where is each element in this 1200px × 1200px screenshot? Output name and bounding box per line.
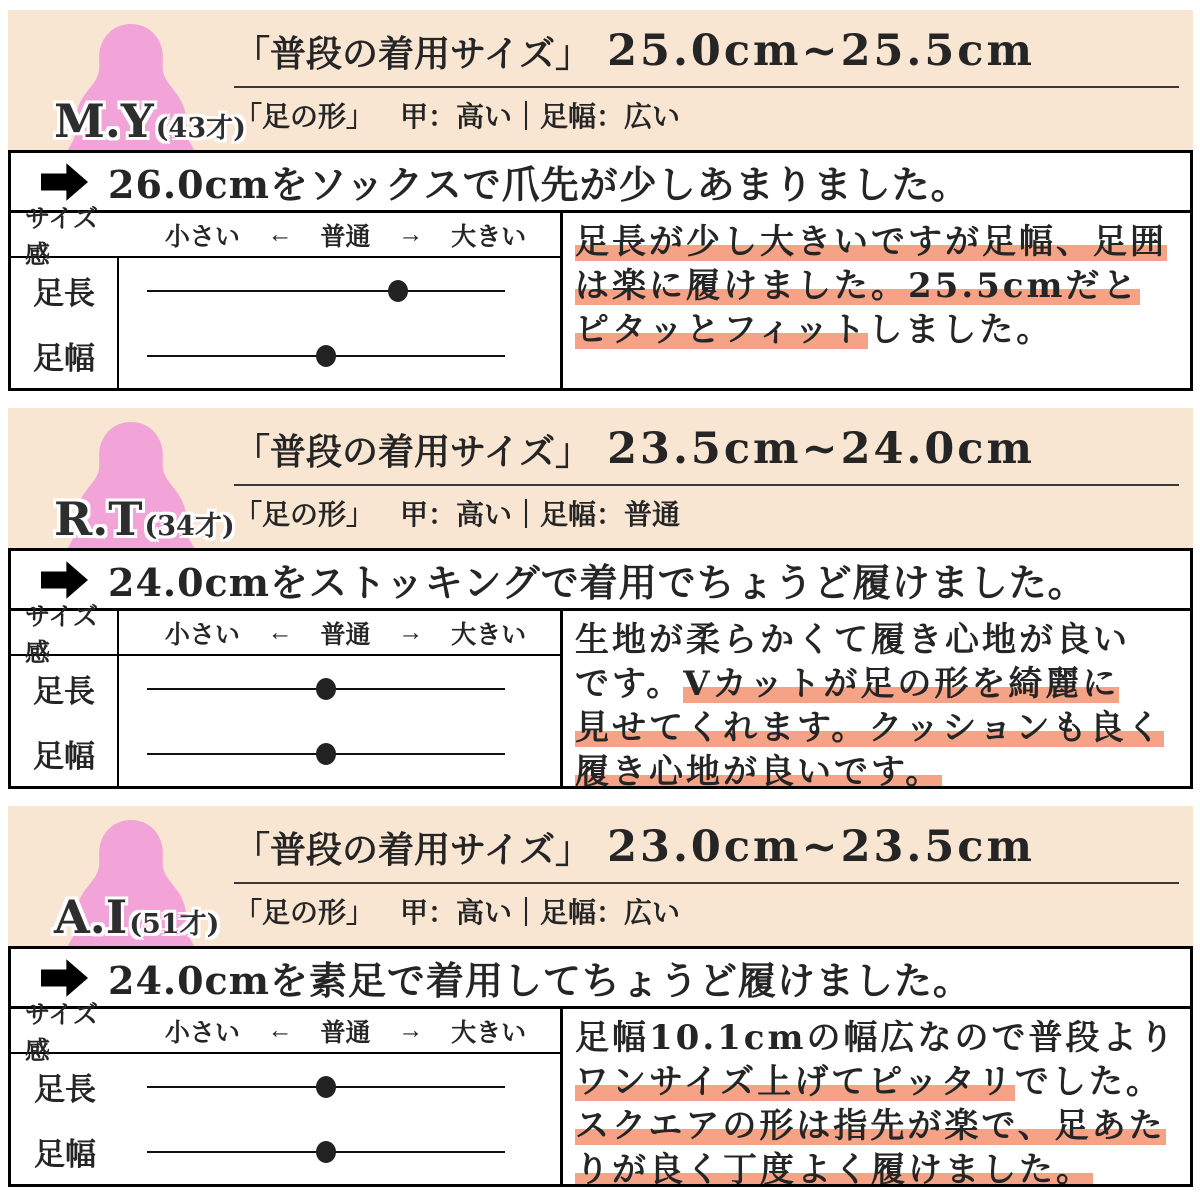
reviewer-section-1 [8, 10, 1193, 391]
review-text [575, 1016, 1184, 1184]
foot-shape-value: 甲：高い｜足幅：広い [400, 897, 681, 928]
chart-scale-area [11, 602, 560, 786]
foot-shape-label: 「足の形」 [234, 101, 375, 132]
review-text [575, 618, 1184, 786]
avatar [8, 408, 235, 548]
foot-width-track [147, 323, 505, 388]
usual-size-label: 「普段の着用サイズ」 [234, 828, 592, 870]
chart-body [11, 258, 560, 388]
chart-header-row [11, 1000, 560, 1065]
foot-length-row [11, 1054, 560, 1119]
fit-comment: 24.0cmを素足で着用してちょうど履けました。 [108, 958, 972, 1003]
right-arrow-icon [41, 959, 88, 997]
size-feel-chart [11, 602, 1190, 786]
usual-size-label: 「普段の着用サイズ」 [234, 32, 592, 74]
track-line [147, 290, 505, 292]
review-text-segment: です。 [575, 664, 684, 704]
review-highlighted-segment: りが良く丁度よく履けました。 [575, 1150, 1093, 1184]
foot-length-label: 足長 [11, 656, 119, 721]
foot-width-row [11, 721, 560, 786]
review-text-segment: 足幅10.1cmの幅広なので普段より [575, 1018, 1177, 1058]
foot-width-dot [316, 345, 336, 367]
foot-shape-label: 「足の形」 [234, 897, 375, 928]
scale-title: サイズ感 [11, 611, 119, 654]
foot-length-row [11, 656, 560, 721]
foot-width-dot [316, 743, 336, 765]
foot-width-track [147, 721, 505, 786]
header-text [230, 806, 1193, 946]
reviewer-initials: A.I [54, 890, 128, 944]
review-text-cell [560, 213, 1190, 388]
review-text-cell [560, 1009, 1190, 1184]
scale-min-label: 小さい [164, 620, 240, 649]
foot-width-label: 足幅 [11, 721, 119, 786]
foot-shape-value: 甲：高い｜足幅：広い [400, 101, 681, 132]
scale-max-label: 大きい [451, 1018, 527, 1047]
reviewer-name [54, 94, 246, 148]
foot-length-dot [316, 678, 336, 700]
chart-body [11, 656, 560, 786]
foot-length-track [147, 1054, 505, 1119]
review-box [8, 150, 1193, 391]
foot-shape-label: 「足の形」 [234, 499, 375, 530]
review-highlighted-segment: は楽に履けました。25.5cmだと [575, 266, 1140, 306]
chart-header-row [11, 204, 560, 269]
usual-size-row [234, 812, 1179, 882]
scale-mid-label: 普通 [320, 222, 371, 251]
usual-size-label: 「普段の着用サイズ」 [234, 430, 592, 472]
scale-mid-label: 普通 [320, 620, 371, 649]
right-arrow-icon [41, 163, 88, 201]
review-text [575, 220, 1184, 352]
header-text [230, 408, 1193, 548]
fit-comment-row [11, 153, 1190, 213]
foot-length-track [147, 656, 505, 721]
foot-length-row [11, 258, 560, 323]
left-arrow-glyph: ← [267, 1016, 293, 1044]
foot-length-dot [316, 1076, 336, 1098]
review-box [8, 548, 1193, 789]
right-arrow-icon [41, 561, 88, 599]
review-highlighted-segment: ワンサイズ上げてピッタリ [575, 1062, 1015, 1102]
reviewer-header [8, 10, 1193, 150]
scale-min-label: 小さい [164, 1018, 240, 1047]
foot-shape-value: 甲：高い｜足幅：普通 [400, 499, 681, 530]
review-highlighted-segment: 履き心地が良いです。 [575, 752, 942, 786]
foot-length-track [147, 258, 505, 323]
usual-size-value: 23.5cm~24.0cm [607, 424, 1035, 474]
review-box [8, 946, 1193, 1187]
scale-max-label: 大きい [451, 222, 527, 251]
scale-labels [119, 611, 560, 654]
foot-shape-row [234, 486, 1179, 540]
fit-comment-row [11, 551, 1190, 611]
chart-scale-area [11, 1000, 560, 1184]
chart-body [11, 1054, 560, 1184]
size-feel-chart [11, 204, 1190, 388]
reviewer-name [54, 492, 235, 546]
reviewer-age: (51才) [129, 909, 220, 940]
usual-size-row [234, 16, 1179, 86]
fit-comment: 26.0cmをソックスで爪先が少しあまりました。 [108, 162, 970, 207]
review-highlighted-segment: Vカットが足の形を綺麗に [683, 664, 1120, 704]
review-highlighted-segment: ピタッとフィット [575, 310, 869, 350]
left-arrow-glyph: ← [267, 618, 293, 646]
right-arrow-glyph: → [398, 1016, 424, 1044]
usual-size-value: 25.0cm~25.5cm [607, 26, 1035, 76]
review-text-segment: でした。 [1014, 1062, 1163, 1102]
chart-scale-area [11, 204, 560, 388]
header-text [230, 10, 1193, 150]
chart-header-row [11, 602, 560, 667]
reviewer-section-2 [8, 408, 1193, 789]
reviewer-name [54, 890, 219, 944]
foot-width-row [11, 1119, 560, 1184]
usual-size-row [234, 414, 1179, 484]
review-highlighted-segment: スクエアの形は指先が楽で、足あた [575, 1106, 1166, 1146]
usual-size-value: 23.0cm~23.5cm [607, 822, 1035, 872]
scale-min-label: 小さい [164, 222, 240, 251]
reviewer-header [8, 806, 1193, 946]
scale-max-label: 大きい [451, 620, 527, 649]
foot-width-dot [316, 1141, 336, 1163]
avatar [8, 806, 230, 946]
foot-length-dot [388, 280, 408, 302]
review-highlighted-segment: 足長が少し大きいですが足幅、足囲 [575, 222, 1167, 262]
foot-shape-row [234, 88, 1179, 142]
review-text-segment: 生地が柔らかくて履き心地が良い [575, 620, 1130, 660]
fit-comment: 24.0cmをストッキングで着用でちょうど履けました。 [108, 560, 1087, 605]
fit-comment-row [11, 949, 1190, 1009]
reviewer-age: (43才) [155, 113, 246, 144]
reviewer-initials: M.Y [54, 94, 154, 148]
right-arrow-glyph: → [398, 220, 424, 248]
foot-length-label: 足長 [34, 1072, 96, 1107]
scale-title: サイズ感 [25, 204, 99, 269]
foot-width-label: 足幅 [34, 1137, 96, 1172]
review-text-cell [560, 611, 1190, 786]
size-feel-chart [11, 1000, 1190, 1184]
scale-labels [119, 213, 560, 256]
foot-length-label: 足長 [11, 258, 119, 323]
review-highlighted-segment: 見せてくれます。クッションも良く [575, 708, 1164, 748]
right-arrow-glyph: → [398, 618, 424, 646]
foot-width-track [147, 1119, 505, 1184]
reviewer-section-3 [8, 806, 1193, 1187]
foot-width-label: 足幅 [11, 323, 119, 388]
foot-shape-row [234, 884, 1179, 938]
scale-labels [119, 1009, 560, 1052]
scale-mid-label: 普通 [320, 1018, 371, 1047]
reviewer-header [8, 408, 1193, 548]
review-text-segment: しました。 [868, 310, 1054, 350]
left-arrow-glyph: ← [267, 220, 293, 248]
reviewer-age: (34才) [144, 511, 235, 542]
foot-width-row [11, 323, 560, 388]
scale-title: サイズ感 [25, 1000, 99, 1065]
avatar [8, 10, 246, 150]
reviewer-initials: R.T [54, 492, 143, 546]
